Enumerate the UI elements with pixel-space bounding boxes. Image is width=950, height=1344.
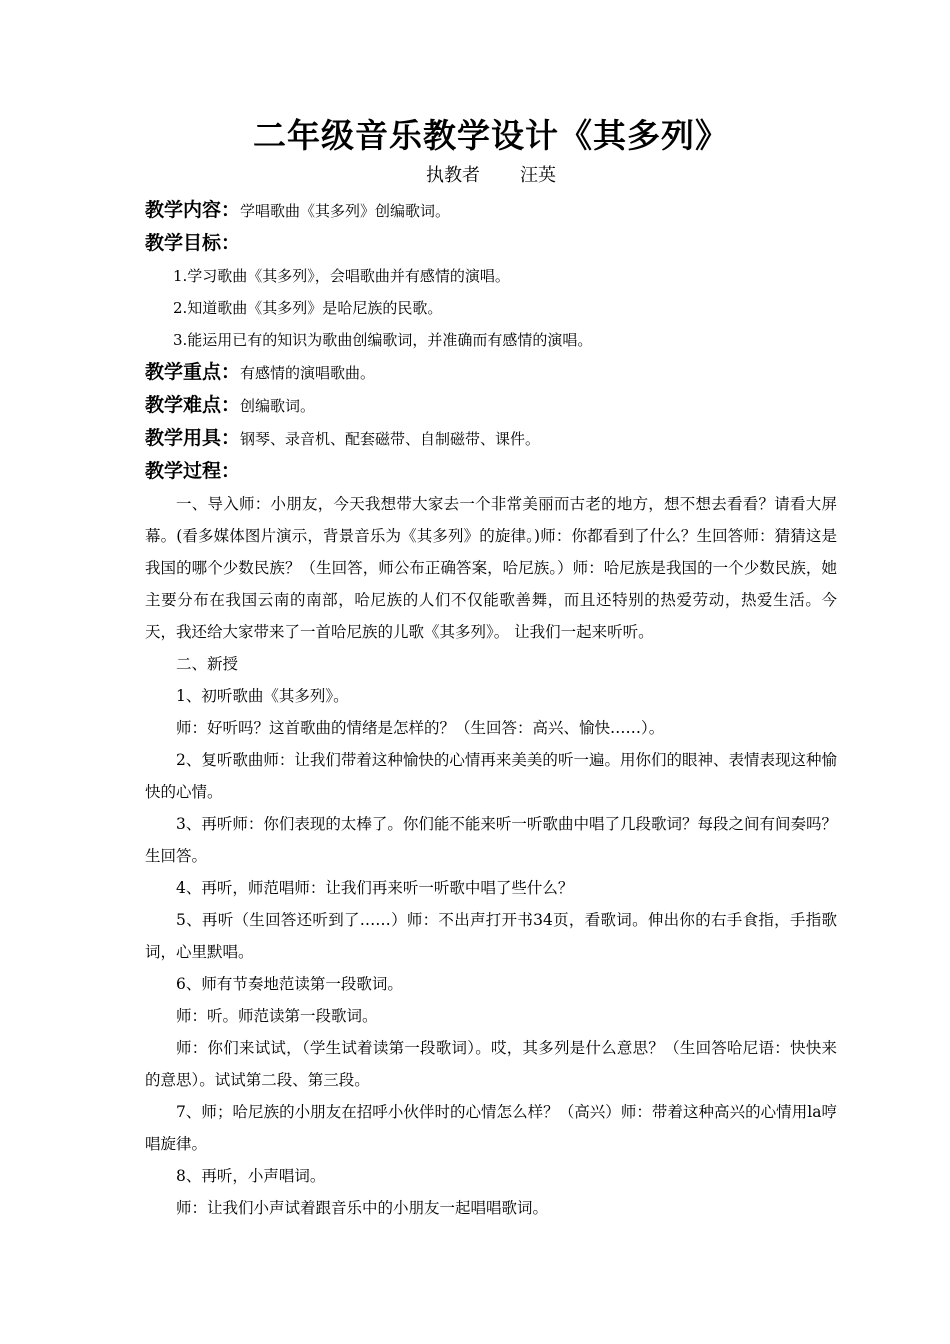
process-paragraph: 一、导入师：小朋友，今天我想带大家去一个非常美丽而古老的地方，想不想去看看？请看大屏幕。(看多媒体图片演示，背景音乐为《其多列》的旋律。)师：你都看到了什么？生回答师：猜猜这是我国的哪个少数民族？（生回答，师公布正确答案，哈尼族。）师：哈尼族是我国的一个少数民族，她主要分布在我国云南的南部，哈尼族的人们不仅能歌善舞，而且还特别的热爱劳动，热爱生活。今天，我还给大家带来了一首哈尼族的儿歌《其多列》。 让我们一起来听听。	[145, 495, 837, 641]
document-title: 二年级音乐教学设计《其多列》	[253, 116, 729, 155]
content-section	[145, 194, 837, 227]
process-paragraph: 师：你们来试试，（学生试着读第一段歌词）。哎，其多列是什么意思？（生回答哈尼语：快快来的意思）。试试第二段、第三段。	[145, 1039, 837, 1089]
process-paragraph: 3、再听师：你们表现的太棒了。你们能不能来听一听歌曲中唱了几段歌词？每段之间有间奏吗？生回答。	[145, 815, 837, 865]
focus-section	[145, 356, 837, 389]
process-paragraph: 二、新授	[176, 655, 239, 673]
process-paragraph: 师：听。师范读第一段歌词。	[176, 1007, 378, 1025]
content-text: 学唱歌曲《其多列》创编歌词。	[240, 202, 451, 220]
author-label: 执教者	[426, 165, 480, 186]
process-paragraph: 5、再听（生回答还听到了……）师：不出声打开书34页，看歌词。伸出你的右手食指，手指歌词，心里默唱。	[145, 911, 837, 961]
process-paragraph: 师：好听吗？这首歌曲的情绪是怎样的？（生回答：高兴、愉快……）。	[176, 719, 665, 737]
author-name: 汪英	[520, 165, 556, 186]
process-paragraph: 6、师有节奏地范读第一段歌词。	[176, 975, 403, 993]
goals-section	[145, 227, 837, 260]
goal-item: 2.知道歌曲《其多列》是哈尼族的民歌。	[173, 299, 443, 317]
goal-item: 1.学习歌曲《其多列》，会唱歌曲并有感情的演唱。	[173, 267, 510, 285]
content-heading: 教学内容：	[145, 199, 241, 221]
process-paragraph: 师：让我们小声试着跟音乐中的小朋友一起唱唱歌词。	[176, 1199, 549, 1217]
tools-section	[145, 422, 837, 455]
process-paragraph: 7、师；哈尼族的小朋友在招呼小伙伴时的心情怎么样？（高兴）师：带着这种高兴的心情用la哼唱旋律。	[145, 1103, 837, 1153]
difficulty-section	[145, 389, 837, 422]
process-paragraph: 2、复听歌曲师：让我们带着这种愉快的心情再来美美的听一遍。用你们的眼神、表情表现这种愉快的心情。	[145, 751, 837, 801]
process-paragraph: 1、初听歌曲《其多列》。	[176, 687, 349, 705]
process-section	[145, 455, 837, 488]
goal-item: 3.能运用已有的知识为歌曲创编歌词，并准确而有感情的演唱。	[173, 331, 593, 349]
process-paragraph: 8、再听，小声唱词。	[176, 1167, 326, 1185]
process-paragraph: 4、再听，师范唱师：让我们再来听一听歌中唱了些什么？	[176, 879, 574, 897]
tools-heading: 教学用具：	[145, 427, 241, 449]
document-page	[145, 112, 837, 1224]
goals-heading: 教学目标：	[145, 232, 241, 254]
tools-text: 钢琴、录音机、配套磁带、自制磁带、课件。	[240, 430, 541, 448]
focus-text: 有感情的演唱歌曲。	[240, 364, 376, 382]
process-heading: 教学过程：	[145, 460, 241, 482]
author-line	[145, 162, 837, 190]
focus-heading: 教学重点：	[145, 361, 241, 383]
difficulty-heading: 教学难点：	[145, 394, 241, 416]
difficulty-text: 创编歌词。	[240, 397, 316, 415]
